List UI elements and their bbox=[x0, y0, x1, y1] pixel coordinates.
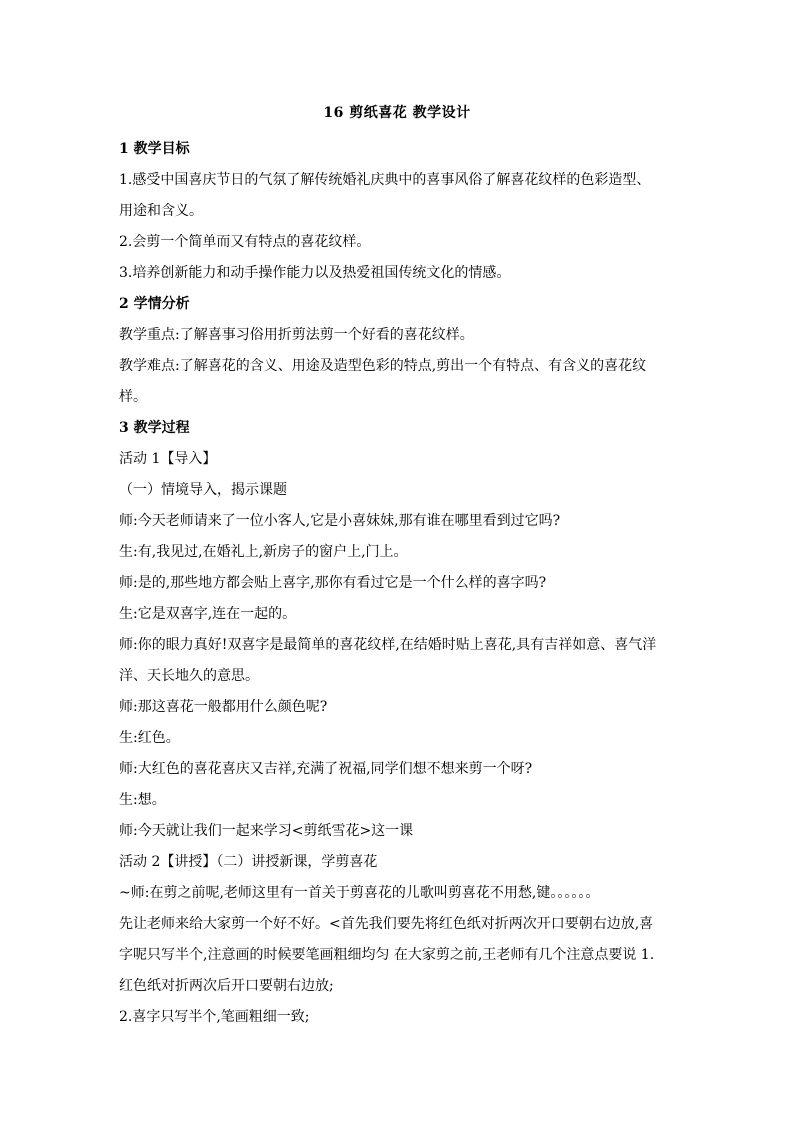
text-line: 师:是的,那些地方都会贴上喜字,那你有看过它是一个什么样的喜字吗? bbox=[119, 575, 547, 591]
text-line: 师:今天就让我们一起来学习<剪纸雪花>这一课 bbox=[119, 823, 414, 839]
text-line: 师:今天老师请来了一位小客人,它是小喜妹妹,那有谁在哪里看到过它吗? bbox=[119, 513, 561, 529]
document-title: 16 剪纸喜花 教学设计 bbox=[323, 105, 471, 121]
document-body bbox=[119, 134, 681, 1033]
text-line: 师:你的眼力真好!双喜字是最简单的喜花纹样,在结婚时贴上喜花,具有吉祥如意、喜气洋 bbox=[119, 637, 657, 653]
text-line: 生:想。 bbox=[119, 792, 166, 808]
text-line: 师:那这喜花一般都用什么颜色呢? bbox=[119, 699, 328, 715]
text-line: 活动 1【导入】 bbox=[119, 451, 217, 467]
text-line: 师:大红色的喜花喜庆又吉祥,充满了祝福,同学们想不想来剪一个呀? bbox=[119, 761, 533, 777]
text-line: 2.会剪一个简单而又有特点的喜花纹样。 bbox=[119, 234, 371, 250]
text-line: ~师:在剪之前呢,老师这里有一首关于剪喜花的儿歌叫剪喜花不用愁,键。。。。。。 bbox=[119, 885, 600, 901]
text-line: 2.喜字只写半个,笔画粗细一致; bbox=[119, 1009, 310, 1025]
text-line: 教学重点:了解喜事习俗用折剪法剪一个好看的喜花纹样。 bbox=[119, 327, 474, 343]
text-line: 教学难点:了解喜花的含义、用途及造型色彩的特点,剪出一个有特点、有含义的喜花纹 bbox=[119, 358, 647, 374]
text-line: 3.培养创新能力和动手操作能力以及热爱祖国传统文化的情感。 bbox=[119, 265, 511, 281]
text-line: 活动 2【讲授】（二）讲授新课，学剪喜花 bbox=[119, 854, 378, 870]
text-line: 生:红色。 bbox=[119, 730, 180, 746]
text-line: 生:有,我见过,在婚礼上,新房子的窗户上,门上。 bbox=[119, 544, 408, 560]
text-line: 1.感受中国喜庆节日的气氛了解传统婚礼庆典中的喜事风俗了解喜花纹样的色彩造型、 bbox=[119, 172, 651, 188]
section-heading: 1 教学目标 bbox=[119, 141, 190, 157]
text-line: 洋、天长地久的意思。 bbox=[119, 668, 259, 684]
text-line: （一）情境导入，揭示课题 bbox=[119, 482, 287, 498]
text-line: 生:它是双喜字,连在一起的。 bbox=[119, 606, 297, 622]
text-line: 先让老师来给大家剪一个好不好。<首先我们要先将红色纸对折两次开口要朝右边放,喜 bbox=[119, 916, 654, 932]
text-line: 样。 bbox=[119, 389, 147, 405]
section-heading: 3 教学过程 bbox=[119, 420, 190, 436]
text-line: 红色纸对折两次后开口要朝右边放; bbox=[119, 978, 334, 994]
text-line: 字呢只写半个,注意画的时候要笔画粗细均匀 在大家剪之前,王老师有几个注意点要说 1. bbox=[119, 947, 655, 963]
text-line: 用途和含义。 bbox=[119, 203, 203, 219]
section-heading: 2 学情分析 bbox=[119, 296, 190, 312]
